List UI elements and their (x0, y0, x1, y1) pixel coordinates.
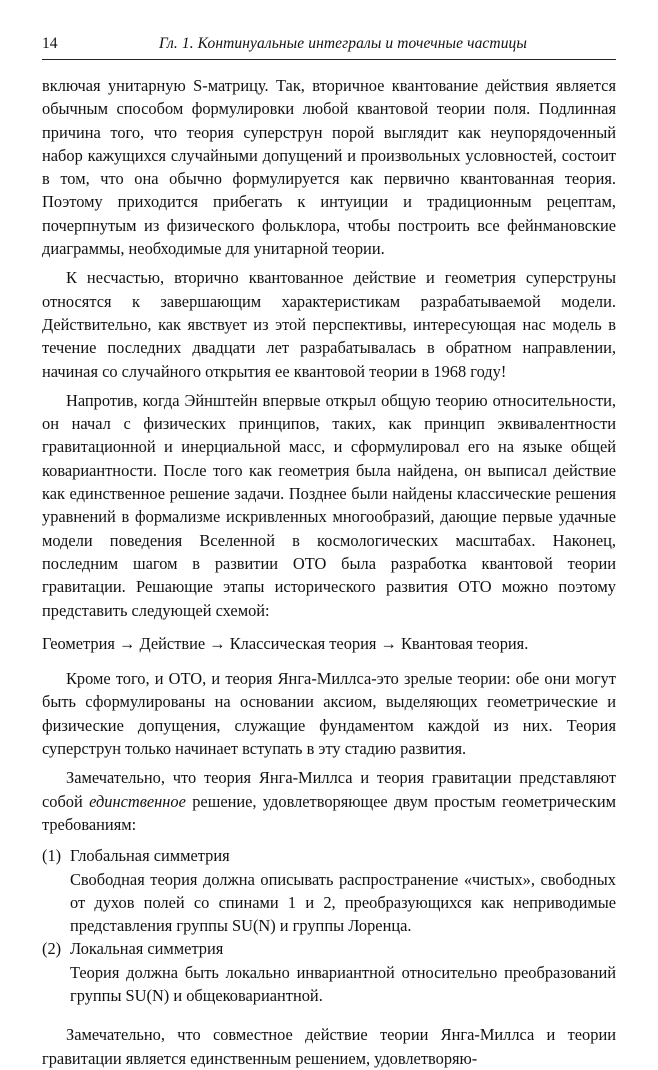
paragraph-5 (42, 766, 616, 836)
list-item-number: (2) (42, 939, 62, 959)
emphasized-word: единственное (89, 791, 186, 811)
paragraph-6: Замечательно, что совместное действие теории Янга-Миллса и теории гравитации является единственным решением, удовлетворяю- (42, 1025, 616, 1068)
list-item-title: Глобальная симметрия (70, 846, 230, 866)
paragraph-2: К несчастью, вторично квантованное действие и геометрия суперструны относятся к завершающим характеристикам разрабатываемой модели. Действительно, как явствует из этой перспективы, интересующая нас модель в течение последних двадцати лет разрабатывалась в обратном направлении, начиная со случайного открытия ее квантовой теории в 1968 году! (42, 268, 616, 381)
list-item-number: (1) (42, 846, 62, 866)
paragraph-5-start: Замечательно, что теория Янга-Миллса и теория гравитации представляют собой (42, 768, 616, 811)
list-item-body (70, 937, 616, 1007)
list-item (42, 937, 616, 1007)
running-head (42, 34, 616, 60)
list-item-text: Свободная теория должна описывать распространение «чистых», свободных от духов полей со спинами 1 и 2, преобразующихся как неприводимые представления группы SU(N) и группы Лоренца. (70, 869, 616, 936)
paragraph-5-end: решение, удовлетворяющее двум простым геометрическим требованиям: (42, 791, 616, 834)
page-number: 14 (42, 35, 58, 52)
paragraph-1: включая унитарную S-матрицу. Так, вторичное квантование действия является обычным способом формулировки любой квантовой теории поля. Подлинная причина того, что теория суперструн порой выглядит как неупорядоченный набор кажущихся случайными допущений и произвольных условностей, состоит в том, что она обычно формулируется как первично квантованная теория. Поэтому приходится прибегать к интуиции и традиционным рецептам, почерпнутым из физического фольклора, чтобы построить все фейнмановские диаграммы, необходимые для унитарной теории. (42, 76, 616, 259)
list-item (42, 844, 616, 937)
list-item-text: Теория должна быть локально инвариантной относительно преобразований группы SU(N) и общековариантной. (70, 962, 616, 1005)
list-item-title: Локальная симметрия (70, 939, 224, 959)
requirements-list (42, 844, 616, 1007)
list-item-body (70, 844, 616, 937)
development-scheme: Геометрия → Действие → Классическая теория → Квантовая теория. (42, 633, 529, 653)
chapter-title: Гл. 1. Континуальные интегралы и точечные частицы (158, 35, 528, 52)
paragraph-4: Кроме того, и ОТО, и теория Янга-Миллса-это зрелые теории: обе они могут быть сформулированы на основании аксиом, выделяющих геометрические и физические допущения, служащие фундаментом каждой из них. Теория суперструн только начинает вступать в эту стадию развития. (42, 669, 616, 759)
paragraph-3: Напротив, когда Эйнштейн впервые открыл общую теорию относительности, он начал с физических принципов, таких, как принцип эквивалентности гравитационной и инерциальной масс, и сформулировал его на языке общей ковариантности. После того как геометрия была найдена, он выписал действие как единственное решение задачи. Позднее были найдены классические решения уравнений в формализме искривленных многообразий, дающие первые удачные модели поведения Вселенной в космологических масштабах. Наконец, последним шагом в развитии ОТО была разработка квантовой теории гравитации. Решающие этапы исторического развития ОТО можно поэтому представить следующей схемой: (42, 390, 616, 620)
page-body (42, 74, 616, 1070)
